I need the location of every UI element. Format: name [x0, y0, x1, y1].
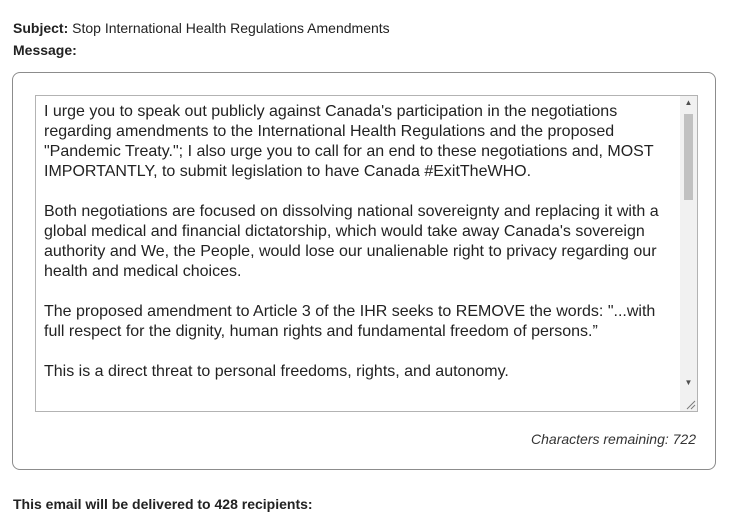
- triangle-up-icon: ▲: [684, 98, 693, 107]
- message-paragraph-4: This is a direct threat to personal freedoms, rights, and autonomy.: [44, 363, 509, 380]
- resize-grip-icon[interactable]: [684, 398, 696, 410]
- message-label: Message:: [13, 42, 77, 58]
- scroll-up-button[interactable]: [680, 96, 697, 110]
- scroll-down-button[interactable]: [680, 376, 697, 390]
- scrollbar-thumb[interactable]: [684, 114, 693, 200]
- message-paragraph-2: Both negotiations are focused on dissolving national sovereignty and replacing it with a global medical and financial dictatorship, which would take away Canada's sovereign authority and We, the People, would lose our unalienable right to privacy regarding our health and medical choices.: [44, 203, 659, 280]
- triangle-down-icon: ▼: [684, 378, 693, 387]
- subject-value: Stop International Health Regulations Amendments: [72, 20, 390, 36]
- characters-remaining: Characters remaining: 722: [531, 431, 696, 447]
- delivery-note: This email will be delivered to 428 recipients:: [13, 496, 313, 512]
- subject-row: [13, 19, 390, 37]
- message-text[interactable]: [44, 102, 676, 402]
- subject-label: Subject:: [13, 20, 69, 36]
- message-paragraph-3: The proposed amendment to Article 3 of the IHR seeks to REMOVE the words: "...with full respect for the dignity, human rights and fundamental freedom of persons.”: [44, 303, 656, 340]
- message-panel: [12, 72, 716, 470]
- message-textarea[interactable]: [35, 95, 698, 412]
- vertical-scrollbar[interactable]: [680, 96, 697, 411]
- message-paragraph-1: I urge you to speak out publicly against Canada's participation in the negotiations regarding amendments to the International Health Regulations and the proposed "Pandemic Treaty."; I also urge you to call for an end to these negotiations and, MOST IMPORTANTLY, to submit legislation to have Canada #ExitTheWHO.: [44, 103, 654, 180]
